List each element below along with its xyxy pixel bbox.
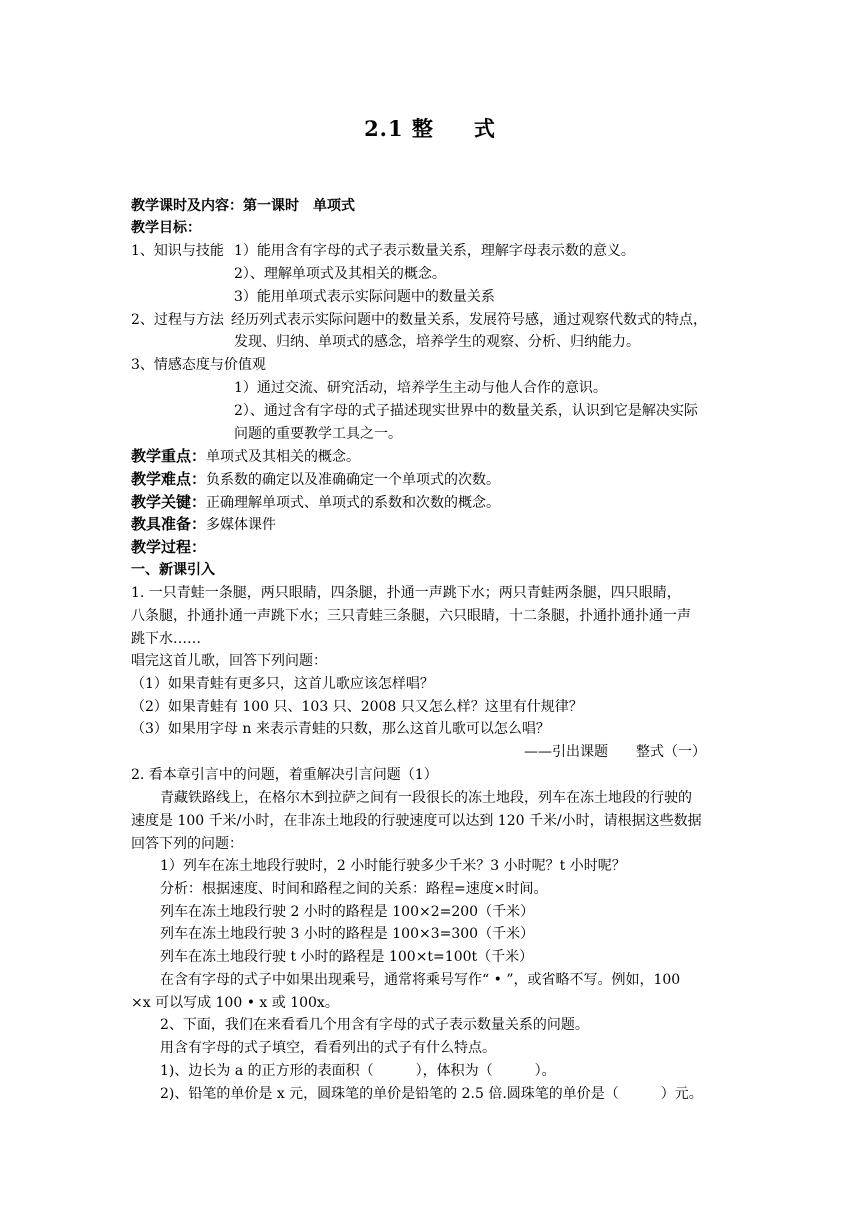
s2-para1: 2. 看本章引言中的问题，着重解决引言问题（1） [131, 767, 438, 783]
focus-line: 教学重点：单项式及其相关的概念。 [131, 447, 361, 465]
key-line: 教学关键：正确理解单项式、单项式的系数和次数的概念。 [131, 493, 501, 511]
s2-para2-line3: 回答下列的问题： [131, 836, 243, 852]
process-label: 教学过程： [131, 538, 207, 556]
difficulty-line: 教学难点：负系数的确定以及准确确定一个单项式的次数。 [131, 470, 501, 488]
goal1-item2: 2）、理解单项式及其相关的概念。 [234, 266, 446, 282]
tools-line: 教具准备：多媒体课件 [131, 515, 277, 533]
s1-question2: （2）如果青蛙有 100 只、103 只、2008 只又怎么样？这里有什规律？ [131, 699, 583, 715]
goal3-item2: 2）、通过含有字母的式子描述现实世界中的数量关系，认识到它是解决实际 [234, 403, 698, 419]
s2-step4: 列车在冻土地段行驶 3 小时的路程是 100×3=300（千米） [160, 926, 535, 942]
s1-para1-line2: 八条腿，扑通扑通一声跳下水；三只青蛙三条腿，六只眼睛，十二条腿，扑通扑通扑通一声 [131, 608, 691, 624]
s2-step1: 1）列车在冻土地段行驶时，2 小时能行驶多少千米？3 小时呢？t 小时呢？ [160, 858, 626, 874]
s2-step6-line1: 在含有字母的式子中如果出现乘号，通常将乘号写作“ • ”，或省略不写。例如，100 [160, 972, 681, 988]
s1-para2: 唱完这首儿歌，回答下列问题： [131, 653, 327, 669]
s1-question3: （3）如果用字母 n 来表示青蛙的只数，那么这首儿歌可以怎么唱？ [131, 721, 550, 737]
goal2-line2: 发现、归纳、单项式的感念，培养学生的观察、分析、归纳能力。 [234, 334, 640, 350]
title-part1: 2.1 整 [364, 116, 434, 141]
goal1-head: 1、知识与技能 [131, 243, 224, 259]
s2-step2: 分析：根据速度、时间和路程之间的关系：路程=速度×时间。 [160, 881, 548, 897]
page-title [0, 113, 860, 143]
s2-step6-line2: ×x 可以写成 100 • x 或 100x。 [131, 995, 339, 1011]
s1-para1-line3: 跳下水…… [131, 631, 201, 647]
s2-para2-line2: 速度是 100 千米/小时，在非冻土地段的行驶速度可以达到 120 千米/小时，请根据这些数据 [131, 813, 702, 829]
s2-para2-line1: 青藏铁路线上，在格尔木到拉萨之间有一段很长的冻土地段，列车在冻土地段的行驶的 [160, 790, 692, 806]
s2-step10: 2)、铅笔的单价是 x 元，圆珠笔的单价是铅笔的 2.5 倍.圆珠笔的单价是（ ）元。 [160, 1086, 703, 1102]
section1-heading: 一、新课引入 [131, 562, 215, 578]
s2-step3: 列车在冻土地段行驶 2 小时的路程是 100×2=200（千米） [160, 904, 535, 920]
goals-label: 教学目标： [131, 220, 201, 236]
goal1-item1: 1）能用含有字母的式子表示数量关系，理解字母表示数的意义。 [234, 243, 635, 259]
s2-step7: 2、下面，我们在来看看几个用含有字母的式子表示数量关系的问题。 [160, 1017, 589, 1033]
s2-step5: 列车在冻土地段行驶 t 小时的路程是 100×t=100t（千米） [160, 949, 534, 965]
title-part2: 式 [473, 116, 496, 141]
goal2-head: 2、过程与方法 [131, 312, 224, 328]
s2-step9: 1)、边长为 a 的正方形的表面积（ ），体积为（ ）。 [160, 1063, 556, 1079]
goal3-head: 3、情感态度与价值观 [131, 357, 266, 373]
schedule-line: 教学课时及内容：第一课时 单项式 [131, 198, 355, 214]
goal3-item1: 1）通过交流、研究活动，培养学生主动与他人合作的意识。 [234, 380, 607, 396]
goal3-item3: 问题的重要教学工具之一。 [234, 426, 402, 442]
goal1-item3: 3）能用单项式表示实际问题中的数量关系 [234, 289, 495, 305]
s1-lead-topic: ——引出课题 整式（一） [524, 744, 706, 760]
s1-question1: （1）如果青蛙有更多只，这首儿歌应该怎样唱？ [131, 676, 434, 692]
s2-step8: 用含有字母的式子填空，看看列出的式子有什么特点。 [160, 1040, 496, 1056]
s1-para1-line1: 1. 一只青蛙一条腿，两只眼睛，四条腿，扑通一声跳下水；两只青蛙两条腿，四只眼睛， [131, 585, 681, 601]
goal2-line1: 经历列式表示实际问题中的数量关系，发展符号感，通过观察代数式的特点， [231, 312, 707, 328]
